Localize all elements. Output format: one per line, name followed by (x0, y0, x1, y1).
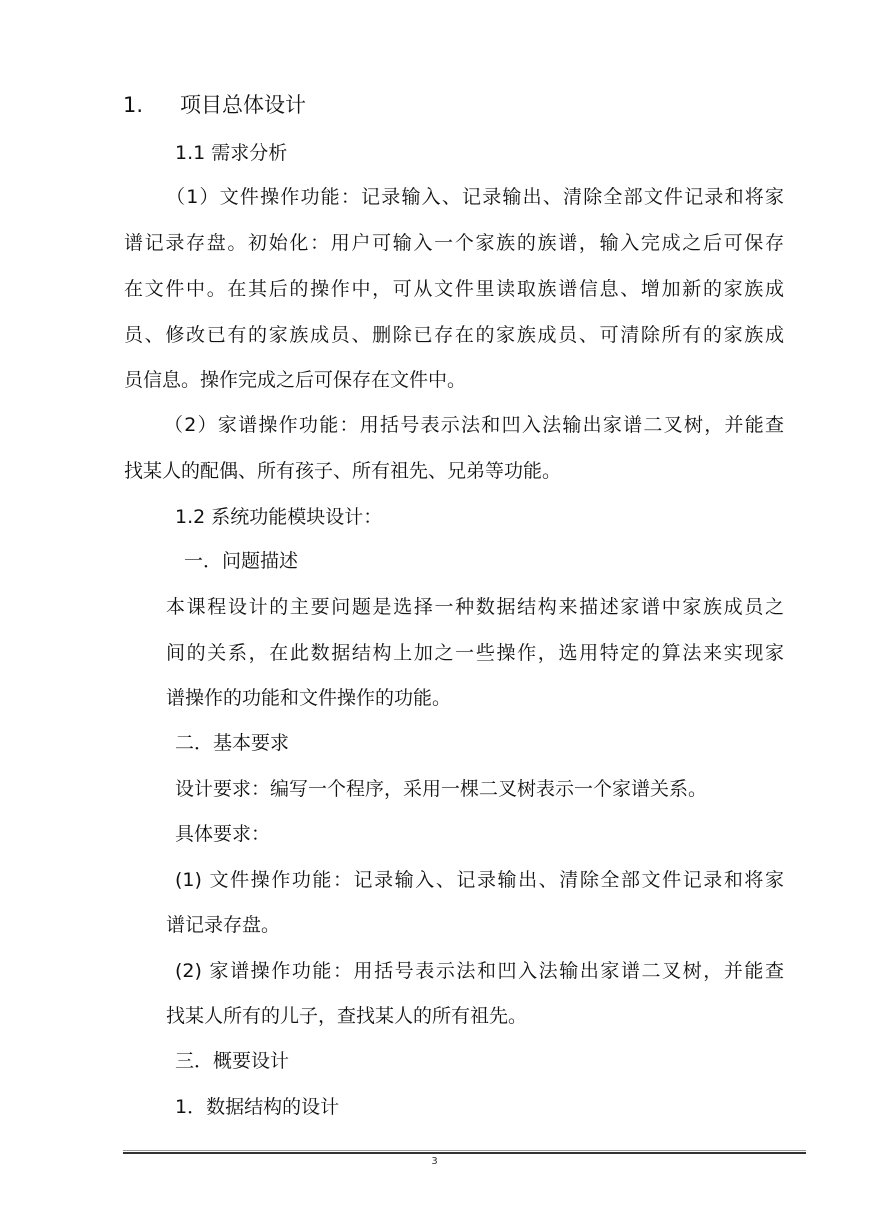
paragraph-line: 在文件中。在其后的操作中，可从文件里读取族谱信息、增加新的家族成 (124, 278, 784, 300)
subsection-heading: 1．数据结构的设计 (175, 1096, 340, 1118)
paragraph-line: 谱记录存盘。初始化：用户可输入一个家族的族谱，输入完成之后可保存 (124, 232, 784, 254)
section-heading-1-2: 1.2 系统功能模块设计： (175, 506, 383, 528)
footer-divider (123, 1150, 806, 1151)
paragraph-line: (2) 家谱操作功能：用括号表示法和凹入法输出家谱二叉树，并能查 (175, 960, 784, 982)
chapter-number: 1. (123, 93, 144, 117)
paragraph-line: 谱记录存盘。 (166, 914, 281, 936)
chapter-heading (123, 92, 306, 118)
page-number: 3 (431, 1156, 438, 1167)
chapter-title: 项目总体设计 (180, 93, 306, 117)
paragraph-line: （1）文件操作功能：记录输入、记录输出、清除全部文件记录和将家 (166, 186, 784, 208)
paragraph-line: 间的关系，在此数据结构上加之一些操作，选用特定的算法来实现家 (166, 642, 784, 664)
part-heading-problem: 一．问题描述 (184, 550, 299, 572)
paragraph-line: (1) 文件操作功能：记录输入、记录输出、清除全部文件记录和将家 (175, 869, 784, 891)
section-heading-1-1: 1.1 需求分析 (175, 142, 288, 164)
paragraph-line: 本课程设计的主要问题是选择一种数据结构来描述家谱中家族成员之 (166, 596, 784, 618)
paragraph-line: 具体要求： (175, 823, 271, 845)
part-heading-overview: 三．概要设计 (175, 1050, 290, 1072)
paragraph-line: 谱操作的功能和文件操作的功能。 (166, 687, 452, 709)
paragraph-line: 找某人的配偶、所有孩子、所有祖先、兄弟等功能。 (124, 460, 562, 482)
paragraph-line: 设计要求：编写一个程序，采用一棵二叉树表示一个家谱关系。 (175, 778, 708, 800)
paragraph-line: 员、修改已有的家族成员、删除已存在的家族成员、可清除所有的家族成 (124, 324, 784, 346)
paragraph-line: 员信息。操作完成之后可保存在文件中。 (124, 369, 467, 391)
footer-divider-thick (123, 1152, 806, 1154)
paragraph-line: 找某人所有的儿子，查找某人的所有祖先。 (166, 1005, 528, 1027)
paragraph-line: （2）家谱操作功能：用括号表示法和凹入法输出家谱二叉树，并能查 (164, 414, 784, 436)
part-heading-requirements: 二．基本要求 (175, 732, 290, 754)
